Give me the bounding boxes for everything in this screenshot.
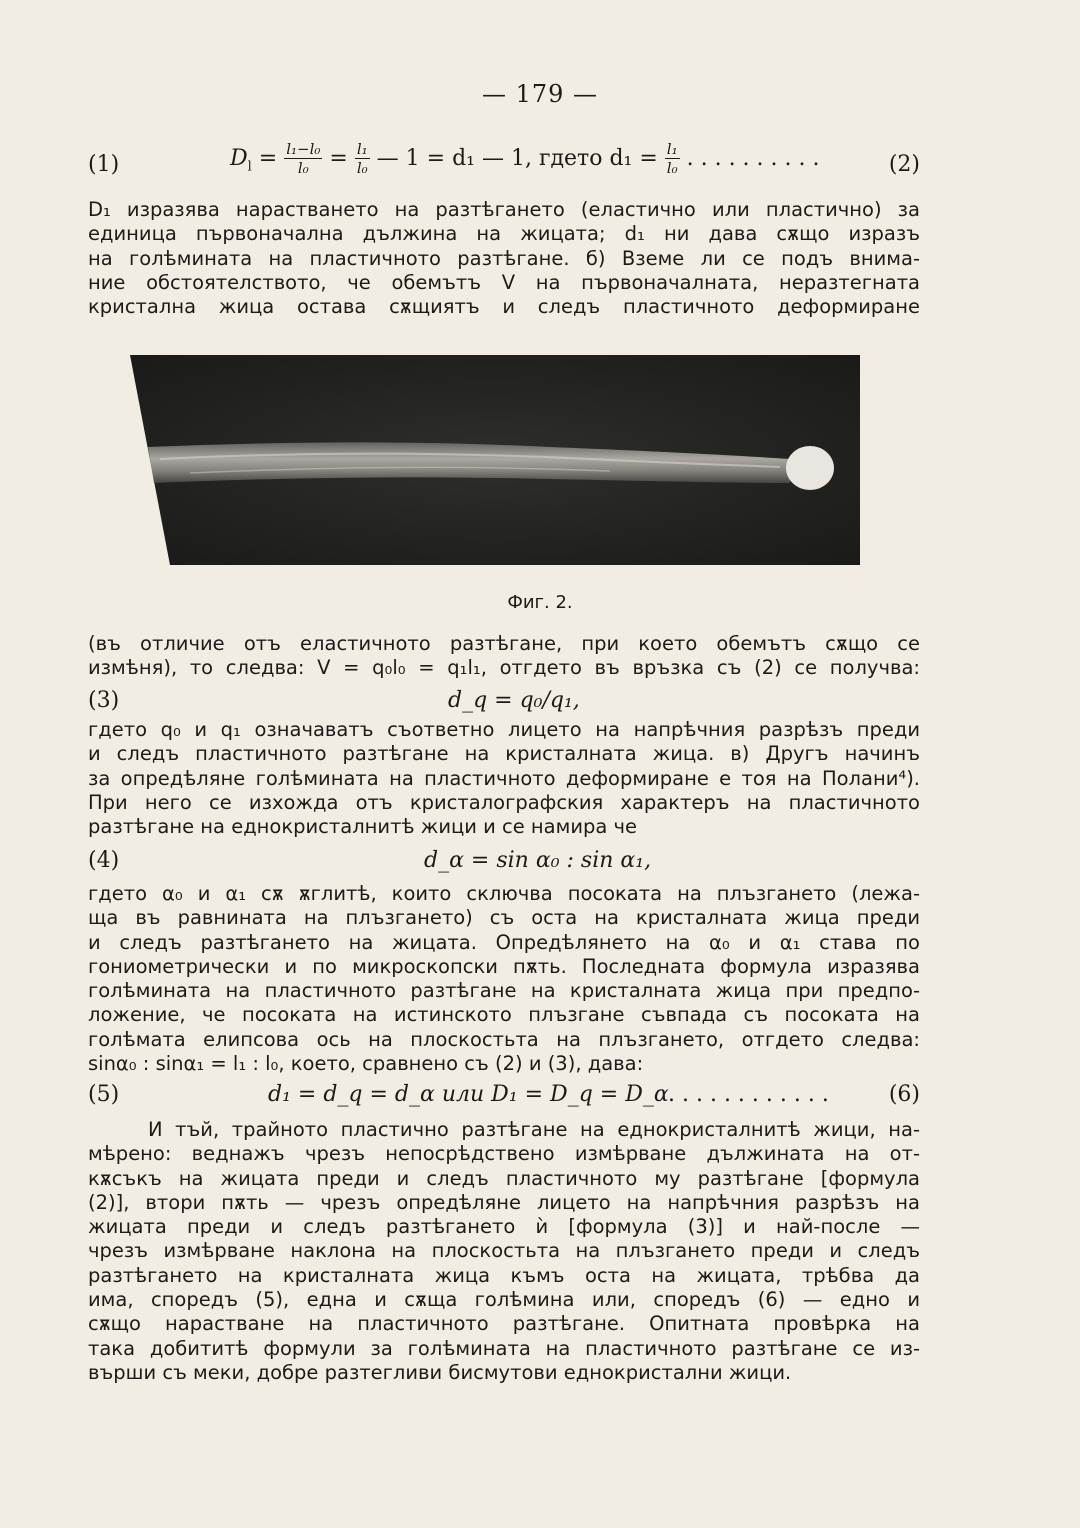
text-line: на голѣмината на пластичното разтѣгане. б) Вземе ли се подъ внима- xyxy=(88,246,920,270)
fraction-numerator: l₁ xyxy=(666,140,678,158)
text-line: и следъ пластичното разтѣгане на кристалната жица. в) Другъ начинъ xyxy=(88,742,920,766)
equation-body: d_q = q₀/q₁, xyxy=(448,688,580,713)
equation-body: d₁ = d_q = d_α или D₁ = D_q = D_α xyxy=(268,1082,669,1107)
eq-dots: . . . . . . . . . . xyxy=(686,146,820,171)
paragraph xyxy=(88,882,920,1076)
fraction-numerator: l₁ xyxy=(356,140,368,158)
equation-number: (1) xyxy=(88,152,120,177)
equation-number: (4) xyxy=(88,848,120,873)
paragraph xyxy=(88,718,920,839)
equation-3 xyxy=(88,688,920,716)
text-line: гдето α₀ и α₁ сѫ ѫглитѣ, които сключва посоката на плъзгането (лежа- xyxy=(88,882,920,905)
fraction-denominator: l₀ xyxy=(356,159,368,177)
text-line: сѫщо нарастване на пластичното разтѣгане. Опитната провѣрка на xyxy=(88,1312,920,1336)
equation-number: (5) xyxy=(88,1082,120,1107)
text-line: sinα₀ : sinα₁ = l₁ : l₀, което, сравнено съ (2) и (3), дава: xyxy=(88,1052,644,1076)
text-line: ложение, че посоката на истинското плъзгане съвпада съ посоката на xyxy=(88,1003,920,1027)
text-line: При него се изхожда отъ кристалографския характеръ на пластичното xyxy=(88,790,920,814)
text-line: разтѣгането на кристалната жица къмъ оста на жицата, трѣбва да xyxy=(88,1263,920,1287)
fraction-numerator: l₁−l₀ xyxy=(286,140,321,158)
text-line: ние обстоятелството, че обемътъ V на първоначалната, неразтегната xyxy=(88,270,920,294)
figure-caption: Фиг. 2. xyxy=(507,592,573,613)
eq-dots: . . . . . . . . . . . . xyxy=(668,1082,829,1107)
text-line: мѣрено: веднажъ чрезъ непосрѣдствено измѣрване дължината на от- xyxy=(88,1142,920,1166)
equation-4 xyxy=(88,848,920,876)
text-line: върши съ меки, добре разтегливи бисмутови еднокристални жици. xyxy=(88,1360,792,1384)
text-line: гдето q₀ и q₁ означаватъ съответно лицето на напрѣчния разрѣзъ преди xyxy=(88,718,920,741)
text-line: (въ отличие отъ еластичното разтѣгане, при което обемътъ сѫщо се xyxy=(88,632,920,655)
equation-body: $D_l$ = $\frac{\text{l₁−l₀}}{\text{l₀}}$ = $\frac{\text{l₁}}{\text{l₀}}$ — 1 = d₁ — 1, гдето d₁ = $\frac{\text{l₁}}{\text{l₀}}$ . . . . . . . . . . xyxy=(230,140,820,177)
text-line: (2)], втори пѫть — чрезъ опредѣляне лицето на напрѣчния разрѣзъ на xyxy=(88,1190,920,1214)
text-line: има, споредъ (5), една и сѫща голѣмина или, споредъ (6) — едно и xyxy=(88,1288,920,1312)
text-line: единица първоначална дължина на жицата; d₁ ни дава сѫщо изразъ xyxy=(88,222,920,246)
eq-middle: — 1 = d₁ — 1, гдето d₁ = xyxy=(376,146,658,171)
text-line: измѣня), то следва: V = q₀l₀ = q₁l₁, отгдето въ връзка съ (2) се получва: xyxy=(88,656,920,680)
paragraph xyxy=(88,1118,920,1385)
equation-body: d_α = sin α₀ : sin α₁, xyxy=(424,848,652,873)
fraction xyxy=(355,142,370,176)
text-line: жицата преди и следъ разтѣгането ѝ [формула (3)] и най-после — xyxy=(88,1215,920,1239)
text-line: голѣмата елипсова ось на плоскостьта на плъзгането, отгдето следва: xyxy=(88,1027,920,1051)
page-number: — 179 — xyxy=(481,80,599,108)
equation-number: (2) xyxy=(888,152,920,177)
figure-photograph xyxy=(130,355,860,565)
text-line: ща въ равнината на плъзгането) съ оста на кристалната жица преди xyxy=(88,906,920,930)
fraction-denominator: l₀ xyxy=(666,159,678,177)
text-line: чрезъ измѣрване наклона на плоскостьта на плъзгането преди и следъ xyxy=(88,1239,920,1263)
eq-subscript: l xyxy=(247,159,252,175)
text-line: за опредѣляне голѣмината на пластичното деформиране е тоя на Полани⁴). xyxy=(88,766,920,790)
equation-number: (6) xyxy=(888,1082,920,1107)
equation-1 xyxy=(88,142,920,188)
fraction-denominator: l₀ xyxy=(297,159,309,177)
eq-symbol: D xyxy=(230,146,248,171)
paragraph xyxy=(88,198,920,319)
paragraph xyxy=(88,632,920,681)
text-line: кристална жица остава сѫщиятъ и следъ пластичното деформиране xyxy=(88,295,920,319)
text-line: гониометрически и по микроскопски пѫть. Последната формула изразява xyxy=(88,954,920,978)
text-line: D₁ изразява нарастването на разтѣгането (еластично или пластично) за xyxy=(88,198,920,221)
text-line: И тъй, трайното пластично разтѣгане на еднокристалнитѣ жици, на- xyxy=(148,1118,920,1141)
text-line: кѫсъкъ на жицата преди и следъ пластичното му разтѣгане [формула xyxy=(88,1166,920,1190)
equation-number: (3) xyxy=(88,688,120,713)
equation-5 xyxy=(88,1082,920,1110)
fraction xyxy=(665,142,680,176)
text-line: и следъ разтѣгането на жицата. Опредѣлянето на α₀ и α₁ става по xyxy=(88,930,920,954)
fraction xyxy=(284,142,322,176)
text-line: така добититѣ формули за голѣмината на пластичното разтѣгане се из- xyxy=(88,1336,920,1360)
text-line: разтѣгане на еднокристалнитѣ жици и се намира че xyxy=(88,815,638,839)
text-line: голѣмината на пластичното разтѣгане на кристалната жица при предпо- xyxy=(88,979,920,1003)
